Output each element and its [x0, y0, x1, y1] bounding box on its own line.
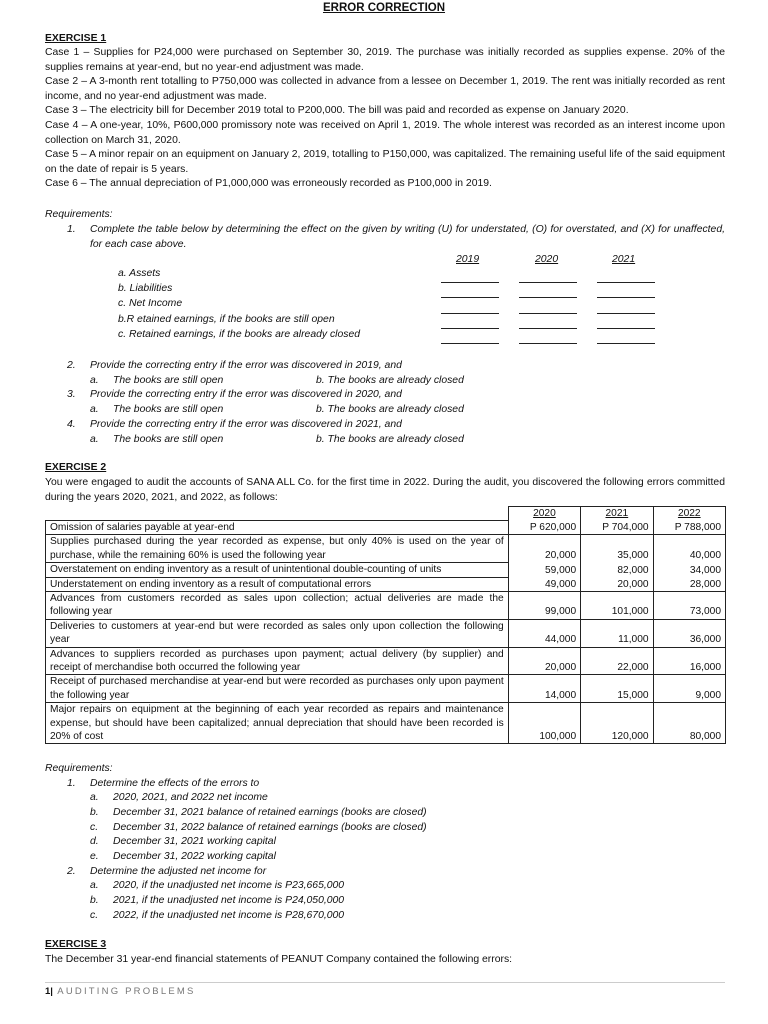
answer-blank [441, 328, 499, 329]
footer-divider [45, 982, 725, 983]
answer-blank [519, 328, 577, 329]
exercise-2-heading: EXERCISE 2 [45, 462, 107, 473]
list-item: 2021, if the unadjusted net income is P24,050,000 [113, 895, 345, 906]
exercise-1-cases [45, 46, 725, 192]
option-a-letter: a. [90, 434, 99, 445]
list-letter: e. [90, 851, 99, 862]
answer-blank [597, 328, 655, 329]
table-header-row [46, 507, 726, 521]
table-row: Receipt of purchased merchandise at year-end but were recorded as purchases only upon payment the following year 14,000 15,000 9,000 [46, 675, 726, 703]
ex2-req2-number: 2. [67, 866, 76, 877]
ex2-req1-text: Determine the effects of the errors to [90, 778, 260, 789]
table-row: Deliveries to customers at year-end but were recorded as sales only upon collection the following year 44,000 11,000 36,000 [46, 619, 726, 647]
case-2: Case 2 – A 3-month rent totalling to P750,000 was collected in advance from a lessee on December 1, 2019. The rent was initially recorded as rent income, and no year-end adjustment was made. [45, 76, 725, 102]
ex1-requirements-label: Requirements: [45, 209, 113, 220]
list-letter: a. [90, 792, 99, 803]
ex1-req3-number: 3. [67, 389, 76, 400]
ex1-item-re-open: b.R etained earnings, if the books are still open [118, 314, 335, 325]
ex1-year-2020: 2020 [535, 254, 559, 265]
list-item: December 31, 2022 working capital [113, 851, 276, 862]
ex1-req4-number: 4. [67, 419, 76, 430]
ex1-req2-number: 2. [67, 360, 76, 371]
ex1-item-net-income: c. Net Income [118, 298, 183, 309]
year-2021-header: 2021 [581, 507, 653, 521]
list-item: 2020, if the unadjusted net income is P23,665,000 [113, 880, 345, 891]
list-letter: c. [90, 910, 99, 921]
ex1-item-liabilities: b. Liabilities [118, 283, 173, 294]
footer-separator: | [50, 986, 53, 997]
list-item: December 31, 2021 working capital [113, 836, 276, 847]
list-letter: b. [90, 807, 99, 818]
table-row: Advances from customers recorded as sales upon collection; actual deliveries are made the following year 99,000 101,000 73,000 [46, 591, 726, 619]
option-a-text: The books are still open [113, 434, 224, 445]
ex1-req1-text: Complete the table below by determining the effect on the given by writing (U) for understated, (O) for overstated, and (X) for unaffected, for each case above. [90, 224, 725, 250]
ex1-req3-text: Provide the correcting entry if the error was discovered in 2020, and [90, 389, 402, 400]
page-title: ERROR CORRECTION [322, 2, 446, 14]
option-a-text: The books are still open [113, 375, 224, 386]
table-row: Advances to suppliers recorded as purchases upon payment; actual delivery (by supplier) and receipt of merchandise both occurred the following year 20,000 22,000 16,000 [46, 647, 726, 675]
answer-blank [441, 282, 499, 283]
option-a-letter: a. [90, 404, 99, 415]
case-6: Case 6 – The annual depreciation of P1,000,000 was erroneously recorded as P100,000 in 2019. [45, 178, 492, 190]
ex1-req4-text: Provide the correcting entry if the error was discovered in 2021, and [90, 419, 402, 430]
exercise-2-intro: You were engaged to audit the accounts of SANA ALL Co. for the first time in 2022. During the audit, you discovered the following errors committed during the years 2020, 2021, and 2022, as follows: [45, 477, 725, 503]
footer-label: AUDITING PROBLEMS [57, 986, 196, 997]
ex1-year-2021: 2021 [612, 254, 636, 265]
year-2022-header: 2022 [653, 507, 725, 521]
page-footer [45, 986, 196, 997]
year-2020-header: 2020 [508, 507, 580, 521]
case-4: Case 4 – A one-year, 10%, P600,000 promissory note was received on April 1, 2019. The whole interest was recorded as an interest income upon collection on March 31, 2020. [45, 119, 725, 146]
answer-blank [597, 282, 655, 283]
ex1-item-re-closed: c. Retained earnings, if the books are already closed [118, 329, 361, 340]
table-row: Overstatement on ending inventory as a result of unintentional double-counting of units 59,000 82,000 34,000 [46, 563, 726, 577]
list-letter: c. [90, 822, 99, 833]
answer-blank [597, 313, 655, 314]
case-3: Case 3 – The electricity bill for December 2019 total to P200,000. The bill was paid and recorded as expense on January 2020. [45, 105, 629, 117]
list-letter: a. [90, 880, 99, 891]
case-5: Case 5 – A minor repair on an equipment on January 2, 2019, totalling to P150,000, was capitalized. The remaining useful life of the said equipment on the date of repair is 5 years. [45, 149, 725, 175]
answer-blank [519, 282, 577, 283]
table-row: Major repairs on equipment at the beginning of each year recorded as repairs and maintenance expense, but should have been capitalized; annual depreciation that should have been recorded is 20% of cost 100,000 120,000 80,000 [46, 703, 726, 744]
option-a-text: The books are still open [113, 404, 224, 415]
answer-blank [441, 297, 499, 298]
option-a-letter: a. [90, 375, 99, 386]
page-number: 1 [45, 986, 51, 997]
list-item: December 31, 2022 balance of retained earnings (books are closed) [113, 822, 427, 833]
ex1-year-2019: 2019 [456, 254, 480, 265]
answer-blank [519, 313, 577, 314]
option-b-text: b. The books are already closed [316, 434, 464, 445]
list-letter: d. [90, 836, 99, 847]
ex1-req2-text: Provide the correcting entry if the error was discovered in 2019, and [90, 360, 402, 371]
answer-blank [441, 313, 499, 314]
exercise-3-heading: EXERCISE 3 [45, 939, 107, 950]
table-row: Understatement on ending inventory as a result of computational errors 49,000 20,000 28,000 [46, 577, 726, 591]
exercise-1-heading: EXERCISE 1 [45, 33, 107, 44]
list-item: December 31, 2021 balance of retained earnings (books are closed) [113, 807, 427, 818]
answer-blank [519, 343, 577, 344]
case-1: Case 1 – Supplies for P24,000 were purchased on September 30, 2019. The purchase was initially recorded as supplies expense. 20% of the supplies remains at year-end, but no year-end adjustment was made. [45, 47, 725, 73]
ex2-req2-text: Determine the adjusted net income for [90, 866, 267, 877]
ex2-req1-number: 1. [67, 778, 76, 789]
ex1-item-assets: a. Assets [118, 268, 161, 279]
ex2-requirements-label: Requirements: [45, 763, 113, 774]
answer-blank [597, 297, 655, 298]
list-item: 2022, if the unadjusted net income is P28,670,000 [113, 910, 345, 921]
table-row: Supplies purchased during the year recorded as expense, but only 40% is used on the year of purchase, while the remaining 60% is used the following year 20,000 35,000 40,000 [46, 535, 726, 563]
option-b-text: b. The books are already closed [316, 375, 464, 386]
table-row: Omission of salaries payable at year-end P 620,000 P 704,000 P 788,000 [46, 520, 726, 534]
list-letter: b. [90, 895, 99, 906]
answer-blank [519, 297, 577, 298]
answer-blank [441, 343, 499, 344]
exercise-3-intro: The December 31 year-end financial statements of PEANUT Company contained the following errors: [45, 954, 513, 965]
errors-table [45, 506, 726, 744]
list-item: 2020, 2021, and 2022 net income [113, 792, 268, 803]
ex1-req1-number: 1. [67, 224, 76, 235]
answer-blank [597, 343, 655, 344]
option-b-text: b. The books are already closed [316, 404, 464, 415]
